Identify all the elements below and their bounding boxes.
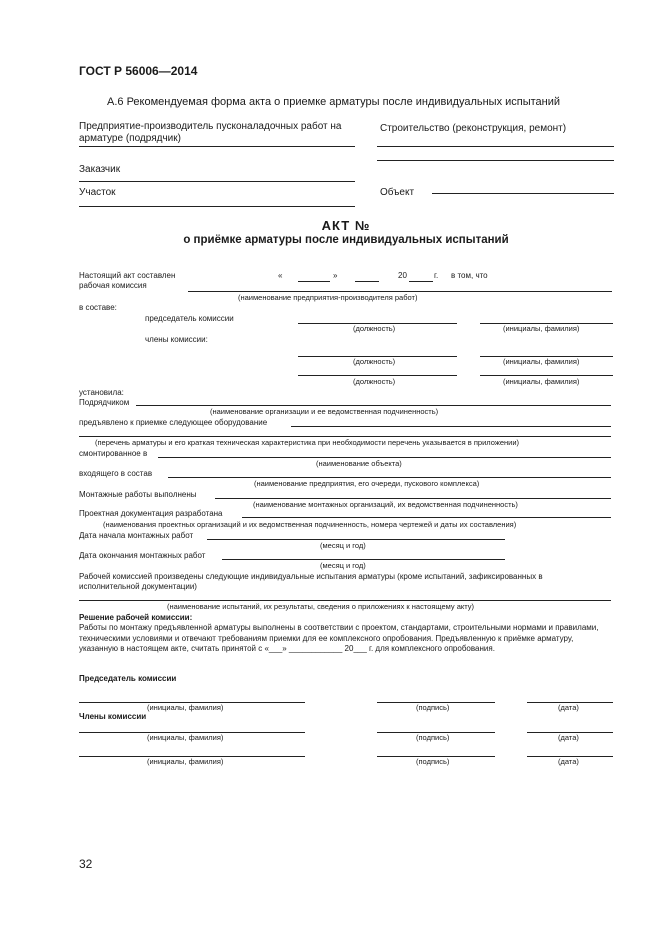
- quote-open: «: [278, 271, 283, 280]
- list-caption: (перечень арматуры и его краткая техническая характеристика при необходимости перечень указывается в приложении): [95, 438, 520, 447]
- presented-line[interactable]: [291, 426, 611, 427]
- tests-text: Рабочей комиссией произведены следующие индивидуальные испытания арматуры (кроме испытаний, зафиксированных в исполнительной документации): [79, 572, 543, 591]
- year-prefix: 20: [398, 271, 407, 280]
- enterprise-name-caption: (наименование предприятия-производителя работ): [238, 293, 418, 302]
- date-caption: (дата): [558, 703, 579, 712]
- initials-caption: (инициалы, фамилия): [503, 357, 580, 366]
- mounted-line[interactable]: [158, 457, 611, 458]
- act-title: АКТ №: [321, 218, 371, 233]
- org-caption: (наименование организации и ее ведомственная подчиненность): [210, 407, 439, 416]
- contractor-line[interactable]: [136, 405, 611, 406]
- mount-org-caption: (наименование монтажных организаций, их ведомственная подчиненность): [253, 500, 518, 509]
- start-date-line[interactable]: [207, 539, 505, 540]
- established-label: установила:: [79, 388, 124, 397]
- initials-caption: (инициалы, фамилия): [147, 757, 224, 766]
- included-line[interactable]: [168, 477, 611, 478]
- contractor-label: Подрядчиком: [79, 398, 130, 407]
- initials-caption: (инициалы, фамилия): [147, 733, 224, 742]
- customer-label: Заказчик: [79, 164, 121, 175]
- construction-label: Строительство (реконструкция, ремонт): [380, 123, 567, 134]
- act-subtitle: о приёмке арматуры после индивидуальных испытаний: [183, 234, 509, 246]
- date-caption: (дата): [558, 733, 579, 742]
- construction-line-2[interactable]: [377, 160, 614, 161]
- position-caption: (должность): [353, 357, 396, 366]
- initials-caption: (инициалы, фамилия): [503, 377, 580, 386]
- enterprise-line[interactable]: [79, 146, 355, 147]
- initials-caption: (инициалы, фамилия): [147, 703, 224, 712]
- project-doc-label: Проектная документация разработана: [79, 509, 223, 518]
- tests-line[interactable]: [79, 600, 611, 601]
- decision-text: Работы по монтажу предъявленной арматуры выполнены в соответствии с проектом, стандартами, строительными нормами и правилами, техническими условиями и отвечают требованиям приемки для ее комплексного опробования. Предъявленную к приёмке арматуру, указанную в настоящем акте, считать принятой с «___» ____________ 20___ г. для комплексного опробования.: [79, 623, 599, 653]
- members-signature-title: Члены комиссии: [79, 712, 147, 721]
- signature-caption: (подпись): [416, 703, 450, 712]
- month-line[interactable]: [355, 281, 379, 282]
- end-date-label: Дата окончания монтажных работ: [79, 551, 206, 560]
- equipment-list-line[interactable]: [79, 436, 611, 437]
- start-date-label: Дата начала монтажных работ: [79, 531, 194, 540]
- object-line[interactable]: [432, 193, 614, 194]
- construction-line-1[interactable]: [377, 146, 614, 147]
- present-act-label: Настоящий акт составлен: [79, 271, 176, 280]
- enterprise-label: Предприятие-производитель пусконаладочных работ на арматуре (подрядчик): [79, 121, 342, 144]
- project-caption: (наименования проектных организаций и их ведомственная подчиненность, номера чертежей и даты их составления): [103, 520, 517, 529]
- decision-title: Решение рабочей комиссии:: [79, 613, 193, 622]
- mounted-label: смонтированное в: [79, 449, 148, 458]
- composition-label: в составе:: [79, 303, 117, 312]
- signature-caption: (подпись): [416, 733, 450, 742]
- customer-line[interactable]: [79, 181, 355, 182]
- enterprise-name-line[interactable]: [188, 291, 612, 292]
- year-line[interactable]: [409, 281, 433, 282]
- site-line[interactable]: [79, 206, 355, 207]
- mount-done-label: Монтажные работы выполнены: [79, 490, 197, 499]
- chairman-label: председатель комиссии: [145, 314, 234, 323]
- presented-label: предъявлено к приемке следующее оборудование: [79, 418, 268, 427]
- chairman-signature-title: Председатель комиссии: [79, 674, 177, 683]
- year-suffix: г.: [434, 271, 439, 280]
- object-label: Объект: [380, 187, 415, 198]
- tests-caption: (наименование испытаний, их результаты, сведения о приложениях к настоящему акту): [167, 602, 475, 611]
- site-label: Участок: [79, 187, 116, 198]
- mount-done-line[interactable]: [215, 498, 611, 499]
- signature-caption: (подпись): [416, 757, 450, 766]
- page-number: 32: [79, 857, 93, 871]
- initials-caption: (инициалы, фамилия): [503, 324, 580, 333]
- object-caption: (наименование объекта): [316, 459, 402, 468]
- end-month-caption: (месяц и год): [320, 561, 366, 570]
- included-label: входящего в состав: [79, 469, 153, 478]
- commission-label: рабочая комиссия: [79, 281, 147, 290]
- in-that-label: в том, что: [451, 271, 488, 280]
- position-caption: (должность): [353, 377, 396, 386]
- date-caption: (дата): [558, 757, 579, 766]
- project-doc-line[interactable]: [242, 517, 611, 518]
- quote-close: »: [333, 271, 338, 280]
- section-title: А.6 Рекомендуемая форма акта о приемке арматуры после индивидуальных испытаний: [107, 96, 561, 108]
- member2-initials-line[interactable]: [480, 375, 613, 376]
- day-line[interactable]: [298, 281, 330, 282]
- enterprise-queue-caption: (наименование предприятия, его очереди, пускового комплекса): [254, 479, 480, 488]
- members-label: члены комиссии:: [145, 335, 208, 344]
- standard-number: ГОСТ Р 56006—2014: [79, 64, 198, 78]
- start-month-caption: (месяц и год): [320, 541, 366, 550]
- end-date-line[interactable]: [222, 559, 505, 560]
- position-caption: (должность): [353, 324, 396, 333]
- member2-position-line[interactable]: [298, 375, 457, 376]
